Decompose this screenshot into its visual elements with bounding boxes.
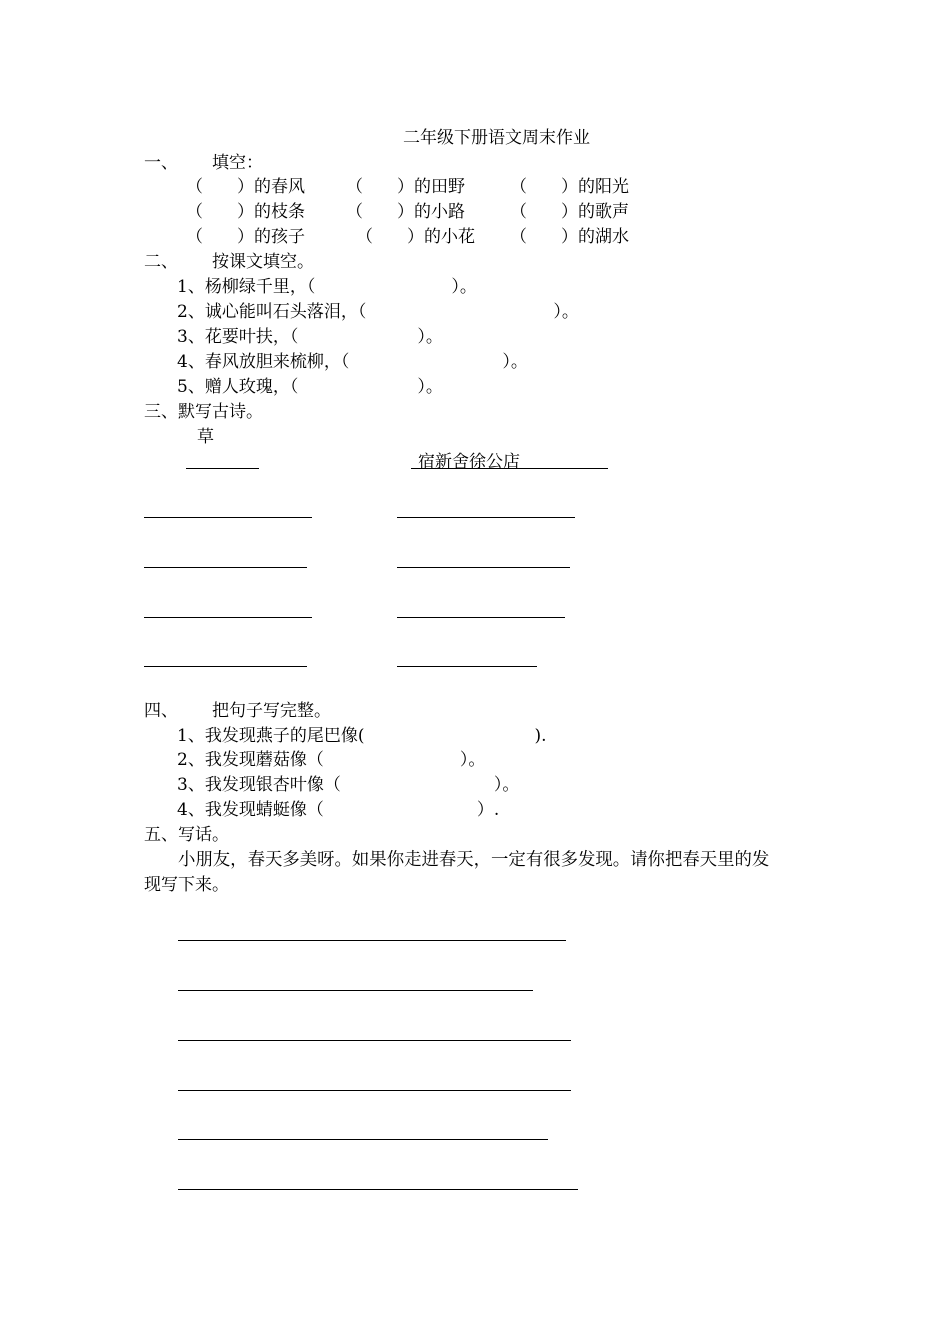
fill-blank-item[interactable]: （ ）的春风 [186, 177, 305, 197]
poem2-title: 宿新舍徐公店 [418, 452, 520, 472]
recite-item[interactable]: 1、杨柳绿千里，（ ）。 [177, 277, 477, 297]
writing-line[interactable] [178, 1139, 548, 1140]
sentence-item[interactable]: 1、我发现燕子的尾巴像( ). [177, 726, 547, 746]
writing-line[interactable] [178, 940, 566, 941]
poem1-answer-line[interactable] [144, 666, 307, 667]
sentence-item[interactable]: 4、我发现蜻蜓像（ ）. [177, 800, 500, 820]
fill-blank-item[interactable]: （ ）的歌声 [510, 202, 629, 222]
writing-line[interactable] [178, 990, 533, 991]
section2-number: 二、 [144, 252, 178, 272]
poem1-title: 草 [197, 427, 214, 447]
poem1-answer-line[interactable] [144, 617, 312, 618]
sentence-item[interactable]: 2、我发现蘑菇像（ ）。 [177, 750, 486, 770]
section5-heading: 五、写话。 [144, 825, 229, 845]
section1-heading: 填空： [212, 153, 263, 173]
poem2-answer-line[interactable] [397, 617, 565, 618]
fill-blank-item[interactable]: （ ）的田野 [346, 177, 465, 197]
recite-item[interactable]: 5、赠人玫瑰，（ ）。 [177, 377, 443, 397]
poem2-answer-line[interactable] [397, 567, 570, 568]
recite-item[interactable]: 3、花要叶扶，（ ）。 [177, 327, 443, 347]
fill-blank-item[interactable]: （ ）的阳光 [510, 177, 629, 197]
writing-line[interactable] [178, 1040, 571, 1041]
section4-heading: 把句子写完整。 [212, 701, 331, 721]
fill-blank-item[interactable]: （ ）的枝条 [186, 202, 305, 222]
fill-blank-item[interactable]: （ ）的湖水 [510, 227, 629, 247]
poem1-answer-line[interactable] [144, 567, 307, 568]
fill-blank-item[interactable]: （ ）的孩子 [186, 227, 305, 247]
section3-heading: 三、默写古诗。 [144, 402, 263, 422]
recite-item[interactable]: 2、诚心能叫石头落泪，（ ）。 [177, 302, 579, 322]
page-title: 二年级下册语文周末作业 [403, 128, 590, 148]
poem2-answer-line[interactable] [397, 517, 575, 518]
writing-line[interactable] [178, 1090, 571, 1091]
writing-prompt-line1: 小朋友，春天多美呀。如果你走进春天，一定有很多发现。请你把春天里的发 [178, 850, 770, 870]
section4-number: 四、 [144, 701, 178, 721]
fill-blank-item[interactable]: （ ）的小花 [356, 227, 475, 247]
sentence-item[interactable]: 3、我发现银杏叶像（ ）。 [177, 775, 520, 795]
fill-blank-item[interactable]: （ ）的小路 [346, 202, 465, 222]
writing-prompt-line2: 现写下来。 [144, 875, 229, 895]
poem2-answer-line[interactable] [397, 666, 537, 667]
poem1-answer-line[interactable] [144, 517, 312, 518]
writing-line[interactable] [178, 1189, 578, 1190]
poem1-author-line[interactable] [186, 468, 259, 469]
section1-number: 一、 [144, 153, 178, 173]
recite-item[interactable]: 4、春风放胆来梳柳，（ ）。 [177, 352, 528, 372]
section2-heading: 按课文填空。 [212, 252, 314, 272]
poem2-title-underline [411, 468, 608, 469]
